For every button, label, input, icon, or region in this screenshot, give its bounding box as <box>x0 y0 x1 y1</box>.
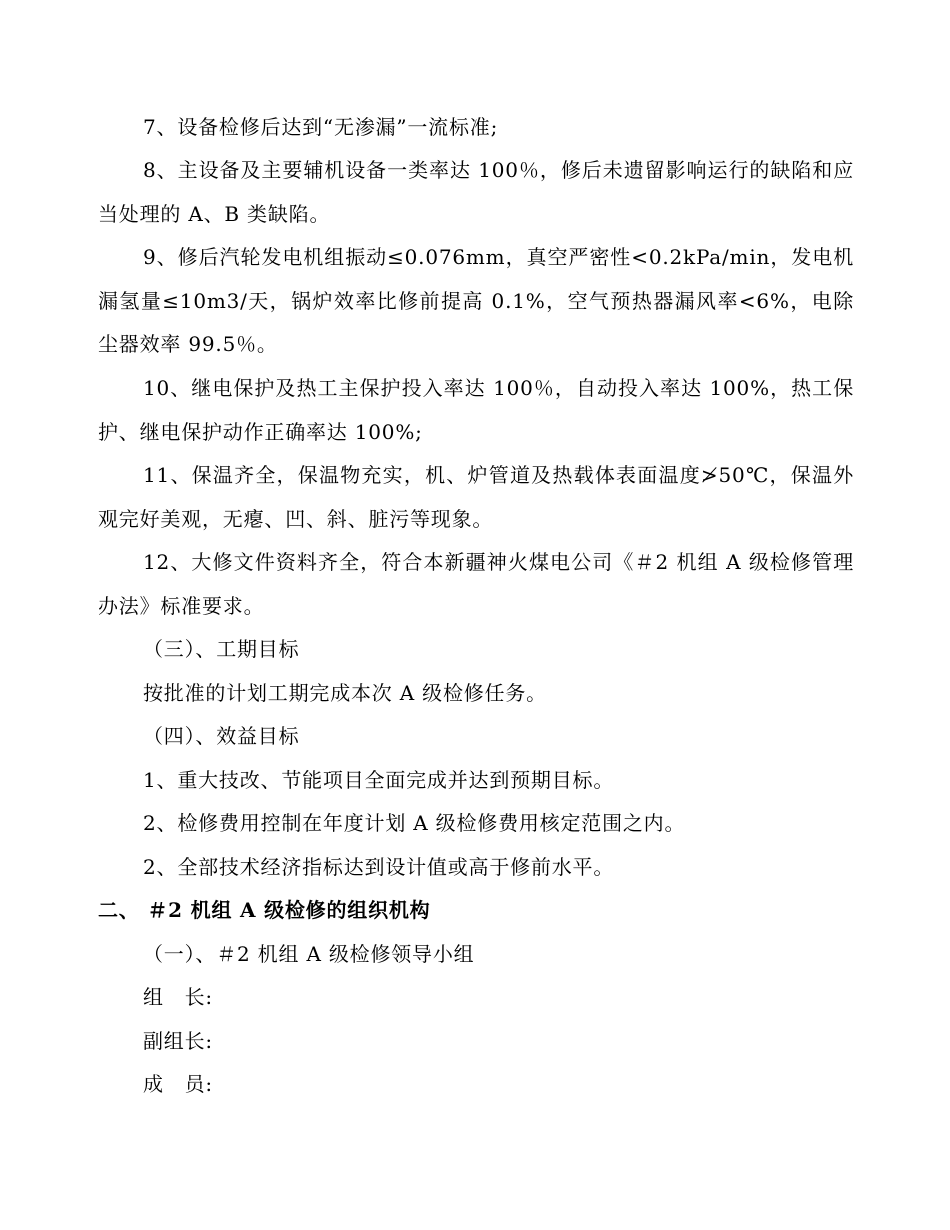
paragraph-item-10: 10、继电保护及热工主保护投入率达 100％，自动投入率达 100%，热工保护、继电保护动作正确率达 100%; <box>98 376 854 444</box>
paragraph-item-7: 7、设备检修后达到“无渗漏”一流标准; <box>143 115 499 139</box>
section-title-schedule: （三）、工期目标 <box>143 637 300 661</box>
paragraph-item-12: 12、大修文件资料齐全，符合本新疆神火煤电公司《＃2 机组 A 级检修管理办法》标准要求。 <box>98 550 854 618</box>
label-deputy-leader: 副组长: <box>143 1029 213 1053</box>
label-members: 成 员: <box>143 1072 213 1096</box>
paragraph-benefit-2: 2、检修费用控制在年度计划 A 级检修费用核定范围之内。 <box>143 811 686 835</box>
paragraph-item-11: 11、保温齐全，保温物充实，机、炉管道及热载体表面温度≯50℃，保温外观完好美观，无瘪、凹、斜、脏污等现象。 <box>98 463 854 531</box>
paragraph-item-8: 8、主设备及主要辅机设备一类率达 100％，修后未遗留影响运行的缺陷和应当处理的 A、B 类缺陷。 <box>98 158 854 226</box>
label-leader: 组 长: <box>143 985 213 1009</box>
section-title-leadership: （一）、＃2 机组 A 级检修领导小组 <box>143 942 475 966</box>
paragraph-schedule: 按批准的计划工期完成本次 A 级检修任务。 <box>143 681 547 705</box>
paragraph-benefit-3: 2、全部技术经济指标达到设计值或高于修前水平。 <box>143 855 615 879</box>
paragraph-item-9: 9、修后汽轮发电机组振动≤0.076mm，真空严密性<0.2kPa/min，发电机漏氢量≤10m3/天，锅炉效率比修前提高 0.1%，空气预热器漏风率<6%，电除尘器效率 99.5％。 <box>98 245 854 356</box>
section-title-benefit: （四）、效益目标 <box>143 724 300 748</box>
chapter-heading-organization: 二、 ＃2 机组 A 级检修的组织机构 <box>98 898 431 922</box>
paragraph-benefit-1: 1、重大技改、节能项目全面完成并达到预期目标。 <box>143 768 615 792</box>
